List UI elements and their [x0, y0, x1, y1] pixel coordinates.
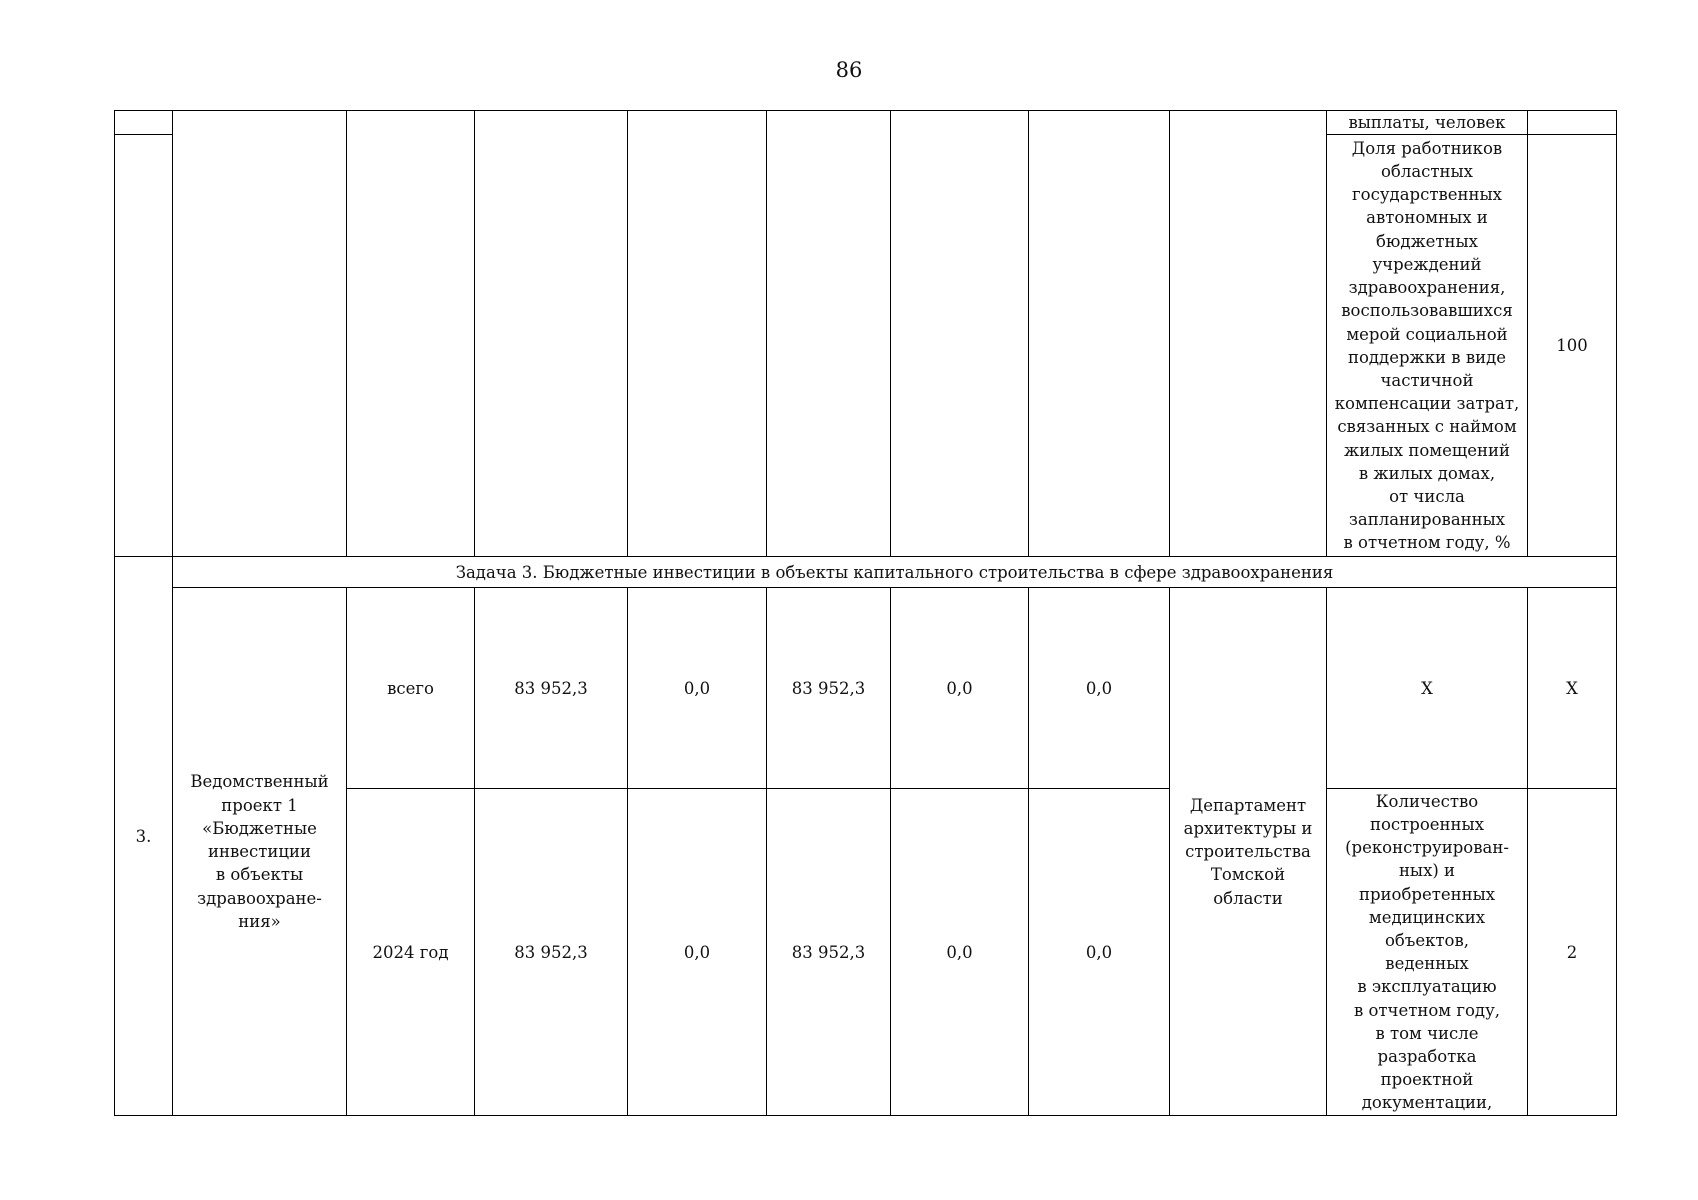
task-row — [115, 557, 1617, 588]
executor-cell — [1170, 111, 1327, 557]
project-row-total — [115, 588, 1617, 789]
regional-cell: 83 952,3 — [767, 588, 891, 789]
other-cell: 0,0 — [1029, 789, 1170, 1116]
period-cell: 2024 год — [347, 789, 475, 1116]
value-cell — [1528, 111, 1617, 135]
local-cell — [891, 111, 1029, 557]
total-cell — [475, 111, 628, 557]
task-number: 3. — [115, 557, 173, 1116]
number-cell — [115, 135, 173, 557]
other-cell: 0,0 — [1029, 588, 1170, 789]
local-cell: 0,0 — [891, 789, 1029, 1116]
executor-cell: Департамент архитектуры и строительства Томской области — [1170, 588, 1327, 1116]
page-number: 86 — [835, 58, 863, 82]
indicator-value: 2 — [1528, 789, 1617, 1116]
indicator-cell: X — [1327, 588, 1528, 789]
other-cell — [1029, 111, 1170, 557]
federal-cell: 0,0 — [628, 789, 767, 1116]
federal-cell: 0,0 — [628, 588, 767, 789]
number-cell — [115, 111, 173, 135]
period-cell: всего — [347, 588, 475, 789]
indicator-value: 100 — [1528, 135, 1617, 557]
project-name: Ведомственный проект 1 «Бюджетные инвестиции в объекты здравоохране- ния» — [173, 588, 347, 1116]
indicator-cell: Количество построенных (реконструирован- ных) и приобретенных медицинских объектов, веденных в эксплуатацию в отчетном году, в том числе разработка проектной документации, — [1327, 789, 1528, 1116]
local-cell: 0,0 — [891, 588, 1029, 789]
total-cell: 83 952,3 — [475, 588, 628, 789]
indicator-cell: Доля работников областных государственных автономных и бюджетных учреждений здравоохранения, воспользовавшихся мерой социальной поддержки в виде частичной компенсации затрат, связанных с наймом жилых помещений в жилых домах, от числа запланированных в отчетном году, % — [1327, 135, 1528, 557]
name-cell — [173, 111, 347, 557]
indicator-value: X — [1528, 588, 1617, 789]
task-title: Задача 3. Бюджетные инвестиции в объекты капитального строительства в сфере здравоохранения — [173, 557, 1617, 588]
total-cell: 83 952,3 — [475, 789, 628, 1116]
program-table — [114, 110, 1617, 1116]
period-cell — [347, 111, 475, 557]
continued-row-top — [115, 111, 1617, 135]
indicator-tail: выплаты, человек — [1327, 111, 1528, 135]
federal-cell — [628, 111, 767, 557]
regional-cell: 83 952,3 — [767, 789, 891, 1116]
regional-cell — [767, 111, 891, 557]
